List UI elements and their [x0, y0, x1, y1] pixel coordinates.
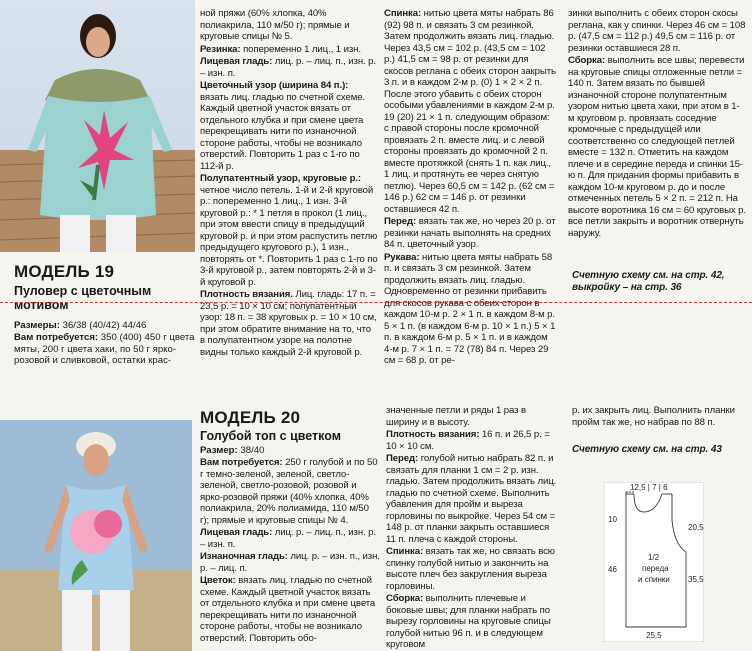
paragraph-text: 16 п. и 26,5 р. = 10 × 10 см. — [386, 429, 550, 452]
model19-photo — [0, 0, 195, 252]
model20-title: МОДЕЛЬ 20 — [200, 408, 301, 427]
schema-center-2: переда — [642, 564, 669, 573]
paragraph-heading: Изнаночная гладь: — [200, 551, 288, 562]
paragraph-heading: Сборка: — [386, 593, 424, 604]
model20-sizes — [200, 445, 385, 457]
schema-center-1: 1/2 — [648, 553, 660, 562]
paragraph-text: р. их закрыть лиц. Выполнить планки пройм так же, но набрав по 88 п. — [572, 405, 735, 428]
paragraph-text: ной пряжи (60% хлопка, 40% полиакрила, 110 м/50 г); прямые и круговые спицы № 5. — [200, 8, 350, 42]
pattern-schema — [604, 482, 704, 642]
schema-right-mid: 35,5 — [688, 575, 704, 584]
schema-center-3: и спинки — [638, 575, 670, 584]
model20-column-3 — [572, 405, 748, 429]
paragraph-heading: Цветочный узор (ширина 84 п.): — [200, 80, 349, 91]
paragraph — [200, 56, 378, 79]
sizes-label: Размеры: — [14, 320, 60, 331]
schema-left-mid: 46 — [608, 565, 617, 574]
needs-value: 350 (400) 450 г цвета мяты, 200 г цвета хаки, по 50 г ярко-розовой и сливковой, остатки крас- — [14, 332, 195, 366]
paragraph-heading: Полупатентный узор, круговые р.: — [200, 173, 362, 184]
paragraph-heading: Плотность вязания. — [200, 289, 293, 300]
paragraph — [200, 575, 380, 644]
model20-reference: Счетную схему см. на стр. 43 — [572, 444, 722, 455]
paragraph — [568, 55, 746, 239]
paragraph — [200, 44, 378, 56]
paragraph — [568, 8, 746, 54]
paragraph-heading: Резинка: — [200, 43, 241, 55]
paragraph-heading: Цветок: — [200, 575, 236, 586]
paragraph — [200, 527, 380, 550]
paragraph-text: лиц. р. – лиц. п., изн. р. – изн. п. — [200, 527, 376, 550]
model19-sizes — [14, 320, 199, 332]
paragraph-text: вязать лиц. гладью по счетной схеме. Каждый цветной участок вязать от отдельного клубка и при смене цвета перекрещивать нити по изнаночной стороне работы, чтобы не возникало отверстий. Повторить 1 раз с 1-го по 112-й р. — [200, 91, 365, 172]
paragraph-heading: Лицевая гладь: — [200, 527, 273, 538]
paragraph — [384, 252, 556, 367]
paragraph — [386, 546, 558, 592]
paragraph — [200, 457, 380, 526]
model19-title: МОДЕЛЬ 19 — [14, 262, 115, 281]
paragraph-heading: Спинка: — [384, 8, 422, 19]
model20-column-1 — [200, 457, 380, 645]
model19-column-1 — [200, 8, 378, 359]
model20-column-2 — [386, 405, 558, 651]
sizes-value: 36/38 (40/42) 44/46 — [59, 320, 147, 331]
paragraph-heading: Плотность вязания: — [386, 429, 480, 440]
paragraph — [384, 8, 556, 215]
paragraph-text: выполнить все швы; перевести на круговые спицы отложенные петли = 140 п. Затем вязать по бывшей изнаночной стороне полупатентным узором нитью цвета хаки, при этом в 1-м круговом р. провязать соседние кромочные с предыдущей или соответственно со следующей петлей вместе = 132 п. Отметить на каждом плече и в середине переда и спинки 15-ю п. Для придания формы прибавить в каждом 10-м круговом р. до и после отмеченных петель 5 × 2 п. = 212 п. На высоте воротника 16 см = 60 круговых р. все петли закрыть и воротник отвернуть наружу. — [568, 55, 746, 239]
needs-label: Вам потребуется: — [14, 332, 99, 343]
paragraph-heading: Вам потребуется: — [200, 457, 283, 468]
paragraph-heading: Перед: — [386, 453, 419, 464]
paragraph-text: нитью цвета мяты набрать 86 (92) 98 п. и связать 3 см резинкой. Затем продолжить вязать лиц. гладью. Через 43,5 см = 102 р. (43,5 см = 102 р.) 41,5 см = 98 р. от резинки для скосов реглана с обеих сторон закрыть 3 п. и в каждом 2-м р. (0) 1 × 2 × 2 п. После этого убавить с обеих сторон особыми убавлениями в каждом 2-м р. 19 (20) 21 × 1 п. следующим образом: с правой стороны после кромочной провязать 2 п. вместе лиц. и с левой стороны провязать до кромочной 2 п. вместе протяжкой (снять 1 п. как лиц., 1 лиц. и протянуть ее через снятую петлю). Через 60,5 см = 142 р. (62 см = 146 р.) 62 см = 146 р. от резинки оставшиеся 42 п. — [384, 8, 556, 215]
paragraph — [384, 216, 556, 251]
paragraph-text: зинки выполнить с обеих сторон скосы реглана, как у спинки. Через 46 см = 108 р. (47,5 см = 112 р.) 49,5 см = 116 р. от резинки оставшиеся 28 п. — [568, 8, 746, 54]
model19-column-2 — [384, 8, 556, 368]
paragraph-text: вязать так же, но связать всю спинку голубой нитью и закончить на высоте плеч без закругления выреза горловины. — [386, 546, 555, 592]
paragraph-heading: Рукава: — [384, 251, 420, 263]
schema-right-top: 20,5 — [688, 523, 704, 532]
model20-photo — [0, 420, 192, 651]
paragraph — [200, 289, 378, 358]
paragraph — [200, 173, 378, 288]
model20-subtitle: Голубой топ с цветком — [200, 429, 341, 443]
paragraph — [200, 551, 380, 574]
paragraph-text: четное число петель. 1-й и 2-й круговой р.: попеременно 1 лиц., 1 изн. 3-й круговой р.: * 1 петля в прокол (1 лиц., при этом ввести спицу в предыдущий круговой р. и при этом распустить петлю предыдущего кругового р.), 1 изн., повторять от *. Повторить 1 раз с 1-го по 3-й круговой р., затем повторять 2-й и 3-й круговой р. — [200, 184, 378, 288]
paragraph-text: нитью цвета мяты набрать 58 п. и связать 3 см резинкой. Затем продолжить вязать лиц. гладью. Одновременно от резинки прибавить для скосов рукава с обеих сторон в каждом 10-м р. 2 × 1 п. в каждом 8-м р. 5 × 1 п. (в каждом 6-м р. 10 × 1 п.) 5 × 1 п. в каждом 6-м р. 5 × 1 п. и в каждом 4-м р. 7 × 1 п. = 72 (78) 84 п. Через 29 см = 68 р. от ре- — [384, 251, 556, 366]
paragraph — [200, 8, 378, 43]
paragraph — [386, 429, 558, 452]
model19-needs — [14, 332, 199, 367]
paragraph-text: попеременно 1 лиц., 1 изн. — [240, 43, 361, 55]
paragraph-heading: Лицевая гладь: — [200, 56, 273, 67]
schema-top-dims: 12,5 | 7 | 6 — [630, 483, 668, 492]
paragraph-text: лиц. р. – изн. п., изн. р. – лиц. п. — [200, 551, 380, 574]
schema-left-top: 10 — [608, 515, 617, 524]
model19-column-3 — [568, 8, 746, 240]
section-divider — [0, 302, 752, 303]
paragraph — [572, 405, 748, 428]
paragraph-heading: Спинка: — [386, 546, 424, 557]
paragraph-text: значенные петли и ряды 1 раз в ширину и в высоту. — [386, 405, 526, 428]
paragraph-text: Лиц. гладь: 17 п. = 23,5 р. = 10 × 10 см; полупатентный узор: 18 п. = 38 круговых р. = 10 × 10 см, при этом обратите внимание на то, что в полупатентном узоре на полотне видны только каждый 2-й круговой р. — [200, 289, 377, 358]
model19-subtitle — [14, 284, 194, 312]
paragraph-text: 250 г голубой и по 50 г темно-зеленой, зеленой, светло-зеленой, светло-розовой, розовой и ярко-розовой пряжи (40% хлопка, 40% полиакрила, 20% полиамида, 110 м/50 г); прямые и круговые спицы № 4. — [200, 457, 378, 526]
paragraph — [386, 453, 558, 545]
paragraph-heading: Перед: — [384, 216, 417, 227]
paragraph — [386, 405, 558, 428]
paragraph-text: вязать так же, но через 20 р. от резинки начать выполнять на средних 84 п. цветочный узор. — [384, 216, 556, 250]
sizes-label-20: Размер: — [200, 445, 238, 456]
schema-bottom: 25,5 — [646, 631, 662, 640]
model19-subtitle-line2: мотивом — [14, 298, 69, 312]
paragraph — [200, 80, 378, 172]
paragraph-text: лиц. р. – лиц. п., изн. р. – изн. п. — [200, 56, 376, 79]
model19-subtitle-line1: Пуловер с цветочным — [14, 284, 152, 298]
sizes-value-20: 38/40 — [237, 445, 265, 456]
paragraph-text: выполнить плечевые и боковые швы; для планки набрать по вырезу горловины на круговые спицы голубой нитью 96 п. и в следующем круговом — [386, 593, 551, 650]
paragraph-text: голубой нитью набрать 82 п. и связать для планки 1 см = 2 р. изн. гладью. Затем продолжить вязать лиц. гладью по счетной схеме. Выполнить убавления для пройм и выреза горловины по выкройке. Через 54 см = 148 р. от планки закрыть оставшиеся 11 п. плеча с каждой стороны. — [386, 453, 557, 545]
paragraph — [386, 593, 558, 651]
paragraph-text: вязать лиц. гладью по счетной схеме. Каждый цветной участок вязать от отдельного клубка и при смене цвета перекрещивать нити по изнаночной стороне работы, чтобы не возникало отверстий. Повторить обо- — [200, 575, 376, 644]
model19-reference: Счетную схему см. на стр. 42, выкройку – на стр. 36 — [572, 270, 725, 293]
paragraph-heading: Сборка: — [568, 55, 606, 66]
